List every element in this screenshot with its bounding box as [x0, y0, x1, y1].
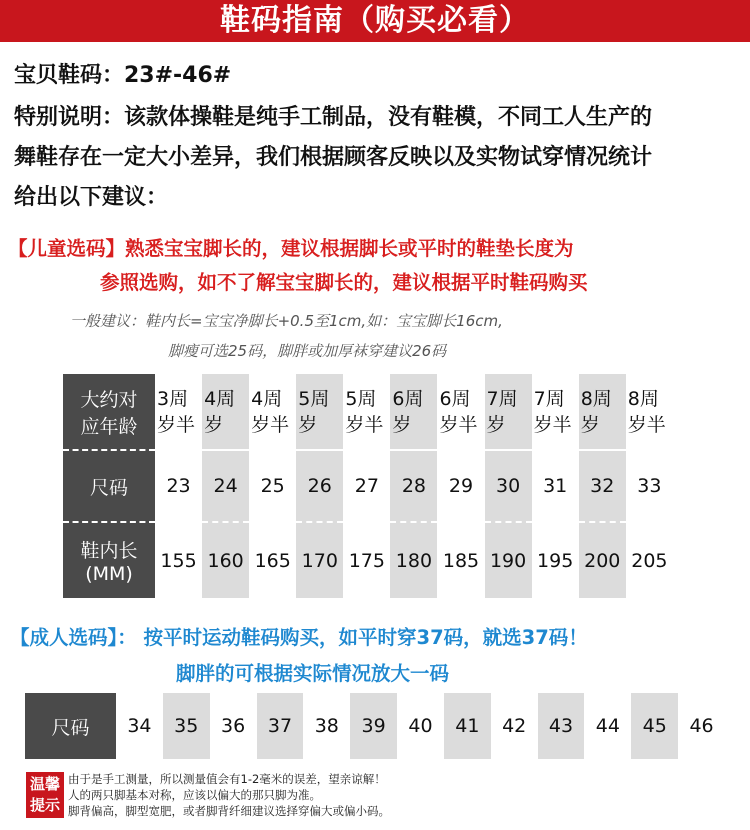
- adult-size-cell: 38: [303, 693, 350, 759]
- age-header-line: 大约对: [80, 388, 138, 411]
- insole-length-cell: 195: [532, 522, 579, 598]
- special-note-line: 给出以下建议：: [14, 185, 169, 210]
- kids-size-cell: 28: [390, 450, 437, 522]
- kids-suggestion: [70, 306, 503, 366]
- insole-length-cell: 170: [296, 522, 343, 598]
- age-header: [63, 374, 155, 450]
- tips-badge: [26, 772, 64, 818]
- adult-size-cell: 41: [444, 693, 491, 759]
- kids-size-cell: 31: [532, 450, 579, 522]
- adult-size-row: [25, 693, 725, 759]
- age-cell: [532, 374, 579, 450]
- insole-length-row: [63, 522, 673, 598]
- age-cell: [343, 374, 390, 450]
- kids-size-cell: 30: [485, 450, 532, 522]
- age-cell-line: 岁半: [533, 413, 572, 436]
- insole-length-cell: 165: [249, 522, 296, 598]
- insole-length-cell: 200: [579, 522, 626, 598]
- kids-size-cell: 25: [249, 450, 296, 522]
- insole-length-cell: 180: [390, 522, 437, 598]
- special-note-line: 特别说明：该款体操鞋是纯手工制品，没有鞋模，不同工人生产的: [14, 105, 653, 130]
- kids-size-cell: 27: [343, 450, 390, 522]
- length-header-line: 鞋内长: [80, 540, 138, 562]
- age-cell-line: 4周: [251, 387, 283, 410]
- tip-line: 脚背偏高，脚型宽肥，或者脚背纤细建议选择穿偏大或偏小码。: [68, 804, 390, 818]
- age-cell-line: 8周: [580, 387, 612, 410]
- kids-heading-line: 参照选购，如不了解宝宝脚长的，建议根据平时鞋码购买: [100, 271, 588, 294]
- length-header: [63, 522, 155, 598]
- adult-size-cell: 39: [350, 693, 397, 759]
- age-cell-line: 8周: [627, 387, 659, 410]
- age-cell: [296, 374, 343, 450]
- age-cell: [579, 374, 626, 450]
- insole-length-cell: 185: [437, 522, 484, 598]
- adult-size-cell: 43: [538, 693, 585, 759]
- age-cell-line: 7周: [533, 387, 565, 410]
- age-cell-line: 6周: [392, 387, 424, 410]
- adult-heading-line: 脚胖的可根据实际情况放大一码: [176, 662, 450, 685]
- size-range: 宝贝鞋码：23#-46#: [14, 63, 232, 88]
- tips-badge-line: 温馨: [29, 775, 60, 793]
- adult-heading-line: 【成人选码】： 按平时运动鞋码购买，如平时穿37码，就选37码！: [10, 626, 588, 649]
- age-cell-line: 岁: [580, 413, 600, 436]
- kids-size-cell: 32: [579, 450, 626, 522]
- adult-size-cell: 42: [491, 693, 538, 759]
- age-cell-line: 岁: [486, 413, 506, 436]
- age-cell-line: 5周: [345, 387, 377, 410]
- age-cell: [202, 374, 249, 450]
- age-cell-line: 岁: [204, 413, 224, 436]
- special-note-line: 舞鞋存在一定大小差异，我们根据顾客反映以及实物试穿情况统计: [14, 145, 653, 170]
- age-cell-line: 6周: [439, 387, 471, 410]
- age-cell-line: 3周: [157, 387, 189, 410]
- age-cell: [390, 374, 437, 450]
- age-row: [63, 374, 673, 450]
- tips-text: [68, 771, 390, 819]
- adult-size-table: [25, 693, 725, 759]
- size-header: 尺码: [63, 450, 155, 522]
- adult-size-cell: 36: [210, 693, 257, 759]
- adult-size-cell: 34: [116, 693, 163, 759]
- adult-size-cell: 46: [678, 693, 725, 759]
- age-cell-line: 岁: [392, 413, 412, 436]
- tip-line: 由于是手工测量，所以测量值会有1-2毫米的误差，望亲谅解！: [68, 772, 386, 786]
- kids-size-row: [63, 450, 673, 522]
- adult-size-cell: 37: [257, 693, 304, 759]
- tips-badge-line: 提示: [29, 796, 60, 814]
- adult-size-heading: [10, 620, 750, 692]
- age-cell-line: 岁半: [627, 413, 666, 436]
- age-cell-line: 岁半: [251, 413, 290, 436]
- kids-heading-line: 【儿童选码】熟悉宝宝脚长的，建议根据脚长或平时的鞋垫长度为: [8, 237, 574, 260]
- age-cell: [249, 374, 296, 450]
- special-note: [14, 98, 744, 218]
- age-cell-line: 5周: [298, 387, 330, 410]
- kids-size-heading: [8, 232, 748, 300]
- insole-length-cell: 175: [343, 522, 390, 598]
- adult-size-cell: 44: [584, 693, 631, 759]
- age-cell: [155, 374, 202, 450]
- kids-size-table: [63, 374, 673, 598]
- kids-size-cell: 26: [296, 450, 343, 522]
- age-cell-line: 岁半: [157, 413, 196, 436]
- age-cell-line: 岁半: [439, 413, 478, 436]
- age-header-line: 应年龄: [80, 415, 138, 438]
- page-banner: 鞋码指南（购买必看）: [0, 0, 750, 42]
- kids-size-cell: 33: [626, 450, 673, 522]
- age-cell: [626, 374, 673, 450]
- insole-length-cell: 160: [202, 522, 249, 598]
- adult-size-cell: 40: [397, 693, 444, 759]
- age-cell-line: 7周: [486, 387, 518, 410]
- age-cell-line: 岁半: [345, 413, 384, 436]
- kids-size-cell: 29: [437, 450, 484, 522]
- insole-length-cell: 205: [626, 522, 673, 598]
- adult-size-header: 尺码: [25, 693, 116, 759]
- age-cell: [485, 374, 532, 450]
- suggestion-line: 脚瘦可选25码，脚胖或加厚袜穿建议26码: [168, 342, 447, 360]
- insole-length-cell: 155: [155, 522, 202, 598]
- suggestion-line: 一般建议：鞋内长=宝宝净脚长+0.5至1cm,如：宝宝脚长16cm,: [70, 312, 503, 330]
- age-cell-line: 岁: [298, 413, 318, 436]
- adult-size-cell: 35: [163, 693, 210, 759]
- kids-size-cell: 24: [202, 450, 249, 522]
- tip-line: 人的两只脚基本对称，应该以偏大的那只脚为准。: [68, 788, 321, 802]
- insole-length-cell: 190: [485, 522, 532, 598]
- kids-size-cell: 23: [155, 450, 202, 522]
- adult-size-cell: 45: [631, 693, 678, 759]
- age-cell: [437, 374, 484, 450]
- length-header-line: (MM): [85, 563, 133, 585]
- age-cell-line: 4周: [204, 387, 236, 410]
